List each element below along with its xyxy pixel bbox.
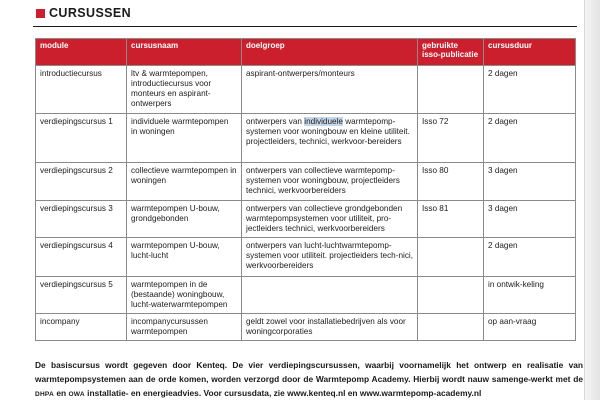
doelgroep-text-pre: ontwerpers van	[246, 117, 305, 126]
footer-dhpa: DHPA	[35, 391, 54, 399]
cell-duur: in ontwik-keling	[484, 277, 576, 314]
column-header-isso-publicatie	[418, 39, 484, 66]
courses-table	[35, 38, 576, 341]
cell-module: verdiepingscursus 4	[36, 238, 127, 277]
page-edge	[584, 0, 600, 400]
cell-module: verdiepingscursus 1	[36, 114, 127, 163]
cell-duur: 2 dagen	[484, 66, 576, 114]
footer-owa: OWA	[68, 391, 85, 399]
isso-header-line2: isso-publicatie	[422, 50, 479, 59]
table-row	[36, 277, 576, 314]
table-header-row	[36, 39, 576, 66]
cell-cursusnaam: warmtepompen in de (bestaande) woningbouw, lucht-waterwarmtepompen	[127, 277, 242, 314]
cell-cursusnaam: individuele warmtepompen in woningen	[127, 114, 242, 163]
cell-module: verdiepingscursus 2	[36, 163, 127, 201]
cell-duur: 2 dagen	[484, 114, 576, 163]
cell-doelgroep	[242, 114, 418, 163]
cell-duur: 3 dagen	[484, 201, 576, 238]
heading-square-bullet	[36, 9, 45, 18]
footer-text-part3: installatie- en energieadvies. Voor cursusdata, zie www.kenteq.nl en www.warmtepomp-academy.nl	[84, 388, 482, 399]
cell-cursusnaam: warmtepompen U-bouw, grondgebonden	[127, 201, 242, 238]
cell-duur: op aan-vraag	[484, 314, 576, 341]
footer-text-part1: De basiscursus wordt gegeven door Kenteq. De vier verdiepingscursussen, waarbij voornamelijk het ontwerp en realisatie van warmtepompsystemen aan de orde komen, worden verzorgd door de Warmtepomp Academy. Hierbij wordt nauw samenge-werkt met de	[35, 360, 583, 385]
doelgroep-text-post: warmtepomp-systemen voor woningbouw en kleine utiliteit. projectleiders, technici, werkvoor-bereiders	[246, 117, 410, 146]
column-header-cursusduur: cursusduur	[484, 39, 576, 66]
cell-doelgroep: aspirant-ontwerpers/monteurs	[242, 66, 418, 114]
column-header-doelgroep: doelgroep	[242, 39, 418, 66]
table-row	[36, 163, 576, 201]
table-row	[36, 201, 576, 238]
cell-cursusnaam: ltv & warmtepompen, introductiecursus voor monteurs en aspirant-ontwerpers	[127, 66, 242, 114]
cell-doelgroep: geldt zowel voor installatiebedrijven als voor woningcorporaties	[242, 314, 418, 341]
footer-text-part2: en	[54, 388, 69, 399]
cell-module: verdiepingscursus 3	[36, 201, 127, 238]
cell-isso: Isso 72	[418, 114, 484, 163]
cell-doelgroep: ontwerpers van lucht-luchtwarmtepomp-systemen voor utiliteit. projectleiders tech-nici, werkvoorbereiders	[242, 238, 418, 277]
cell-duur: 3 dagen	[484, 163, 576, 201]
table-row	[36, 314, 576, 341]
heading-rule	[33, 26, 577, 27]
cell-isso	[418, 238, 484, 277]
cell-isso	[418, 277, 484, 314]
isso-header-line1: gebruikte	[422, 41, 459, 50]
selected-text-highlight[interactable]: individuele	[304, 117, 343, 126]
cell-module: introductiecursus	[36, 66, 127, 114]
cell-doelgroep: ontwerpers van collectieve warmtepomp-systemen voor woningbouw, projectleiders technici, werkvoorbereiders	[242, 163, 418, 201]
section-heading	[36, 5, 131, 21]
cell-module: verdiepingscursus 5	[36, 277, 127, 314]
cell-isso	[418, 66, 484, 114]
cell-cursusnaam: collectieve warmtepompen in woningen	[127, 163, 242, 201]
cell-isso	[418, 314, 484, 341]
cell-cursusnaam: incompanycursussen warmtepompen	[127, 314, 242, 341]
section-title: CURSUSSEN	[49, 6, 132, 20]
table-row	[36, 114, 576, 163]
cell-duur: 2 dagen	[484, 238, 576, 277]
cell-module: incompany	[36, 314, 127, 341]
column-header-module: module	[36, 39, 127, 66]
cell-cursusnaam: warmtepompen U-bouw, lucht-lucht	[127, 238, 242, 277]
cell-isso: Isso 81	[418, 201, 484, 238]
cell-doelgroep	[242, 277, 418, 314]
table-row	[36, 66, 576, 114]
cell-doelgroep: ontwerpers van collectieve grondgebonden warmtepompsystemen voor utiliteit, pro-jectleiders technici, werkvoorbereiders	[242, 201, 418, 238]
cell-isso: Isso 80	[418, 163, 484, 201]
column-header-cursusnaam: cursusnaam	[127, 39, 242, 66]
footer-paragraph	[35, 358, 583, 400]
table-row	[36, 238, 576, 277]
